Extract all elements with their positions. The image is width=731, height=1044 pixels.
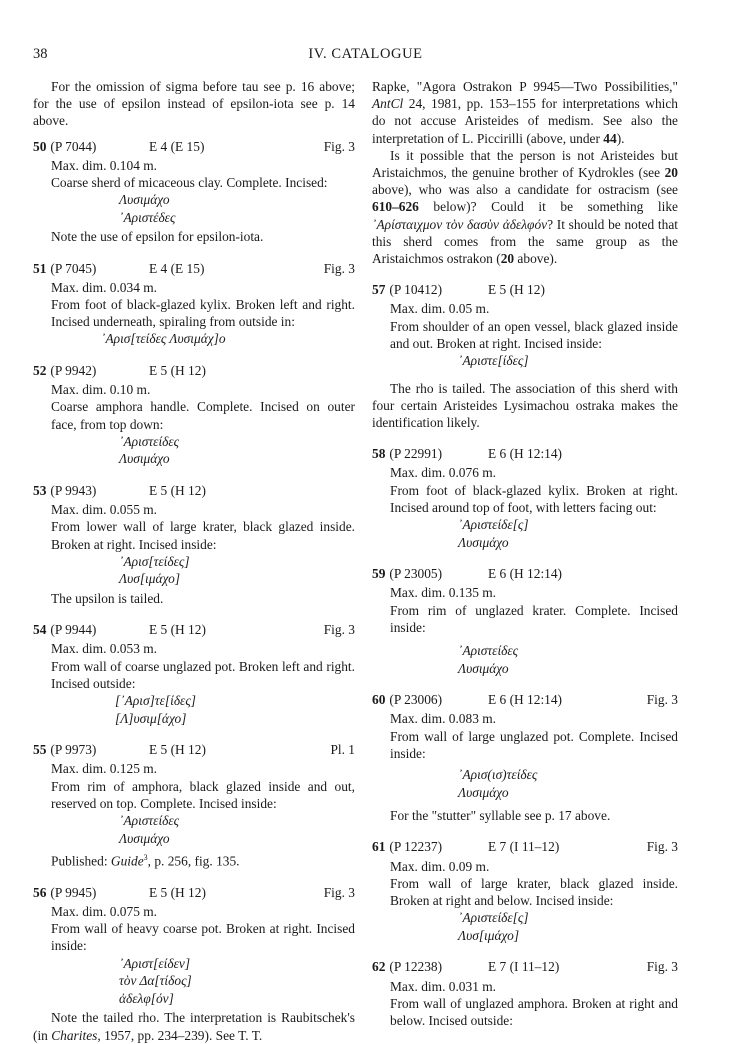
entry-heading [372, 565, 678, 582]
plate-reference: Pl. 1 [330, 742, 355, 758]
inventory-number: (P 12238) [389, 959, 443, 975]
description: From rim of amphora, black glazed inside and out, reserved on top. Complete. Incised inside: [51, 778, 355, 811]
deposit-location: E 6 (H 12:14) [488, 692, 563, 708]
entry-number: 54 [33, 622, 47, 638]
greek-inscription: Λυσιμάχο [119, 830, 170, 846]
entry-number: 52 [33, 362, 47, 378]
description: From shoulder of an open vessel, black glazed inside and out. Broken at right. Incised inside: [390, 318, 678, 351]
greek-inscription: ᾿Αριστέδες [119, 209, 176, 225]
description: From wall of coarse unglazed pot. Broken left and right. Incised outside: [51, 658, 355, 691]
entry-note: Note the use of epsilon for epsilon-iota. [51, 229, 264, 245]
figure-reference: Fig. 3 [323, 260, 355, 276]
entry-number: 62 [372, 959, 386, 975]
greek-inscription: Λυσιμάχο [119, 192, 170, 208]
entry-heading [33, 362, 355, 379]
description: From wall of unglazed amphora. Broken at right and below. Incised outside: [390, 995, 678, 1028]
inventory-number: (P 9942) [50, 362, 97, 378]
continued-paragraph: Rapke, "Agora Ostrakon P 9945—Two Possibilities," AntCl 24, 1981, pp. 153–155 for interpretations which do not accuse Aristeides of medism. See also the interpretation of L. Piccirilli (above, under 44). [372, 79, 678, 146]
greek-inscription: Λυσιμάχο [119, 451, 170, 467]
entry-number: 56 [33, 884, 47, 900]
dimension: Max. dim. 0.075 m. [51, 903, 158, 919]
greek-inscription: Λυσιμάχο [458, 784, 509, 800]
deposit-location: E 5 (H 12) [149, 884, 206, 900]
catalogue-entry-59 [372, 565, 678, 677]
figure-reference: Fig. 3 [646, 839, 678, 855]
description: From foot of black-glazed kylix. Broken left and right. Incised underneath, spiraling from outside in: [51, 296, 355, 330]
inventory-number: (P 7044) [50, 138, 97, 154]
dimension: Max. dim. 0.10 m. [51, 382, 151, 398]
entry-heading [372, 691, 678, 708]
greek-inscription: ᾿Αρισ(ισ)τείδες [458, 767, 538, 782]
entry-note: For the "stutter" syllable see p. 17 above. [390, 808, 611, 824]
entry-number: 57 [372, 282, 386, 298]
deposit-location: E 5 (H 12) [149, 362, 206, 378]
entry-heading [372, 445, 678, 462]
dimension: Max. dim. 0.09 m. [390, 858, 490, 874]
publication-reference: Published: Guide$^3$, p. 256, fig. 135. [51, 853, 240, 869]
dimension: Max. dim. 0.076 m. [390, 465, 497, 481]
entry-note: The upsilon is tailed. [51, 590, 164, 606]
discussion-paragraph: Is it possible that the person is not Aristeides but Aristaichmos, the genuine brother of Kydrokles (see 20 above), who was also a candidate for ostracism (see 610–626 below)? Could it be something like ᾿Αρίσταιχμον τὸν δασὺν ἀδελφόν? It should be noted that this sherd comes from the same group as the Aristaichmos ostrakon (20 above). [372, 147, 678, 267]
entry-heading [372, 838, 678, 855]
catalogue-entry-56 [33, 884, 355, 1044]
entry-number: 50 [33, 138, 47, 154]
description: Coarse amphora handle. Complete. Incised on outer face, from top down: [51, 399, 355, 432]
inventory-number: (P 12237) [389, 839, 443, 855]
entry-number: 51 [33, 260, 47, 276]
catalogue-entry-53 [33, 482, 355, 607]
inventory-number: (P 23005) [389, 566, 443, 582]
inventory-number: (P 23006) [389, 692, 443, 708]
entry-number: 60 [372, 692, 386, 708]
deposit-location: E 5 (H 12) [488, 282, 545, 298]
greek-inscription: ᾿Αριστ[είδεν] [119, 955, 191, 971]
greek-inscription: ᾿Αριστε[ίδες] [458, 353, 529, 369]
dimension: Max. dim. 0.125 m. [51, 761, 158, 777]
greek-inscription: Λυσ[ιμάχο] [458, 927, 520, 943]
entry-heading [33, 482, 355, 499]
catalogue-entry-55 [33, 741, 355, 870]
inventory-number: (P 22991) [389, 446, 443, 462]
entry-heading [33, 741, 355, 758]
inventory-number: (P 9973) [50, 742, 97, 758]
dimension: Max. dim. 0.053 m. [51, 641, 158, 657]
deposit-location: E 5 (H 12) [149, 622, 206, 638]
figure-reference: Fig. 3 [646, 959, 678, 975]
entry-heading [33, 884, 355, 901]
deposit-location: E 6 (H 12:14) [488, 566, 563, 582]
figure-reference: Fig. 3 [323, 138, 355, 154]
catalogue-entry-52 [33, 362, 355, 468]
greek-inscription: τὸν Δα[τίδος] [119, 973, 192, 989]
description: From wall of large krater, black glazed inside. Broken at right and below. Incised inside: [390, 875, 678, 908]
greek-inscription: ᾿Αρισ[τείδες Λυσιμάχ]ο [101, 331, 226, 347]
description: From wall of heavy coarse pot. Broken at right. Incised inside: [51, 921, 355, 954]
right-column [372, 78, 678, 1029]
deposit-location: E 6 (H 12:14) [488, 446, 563, 462]
greek-inscription: [᾿Αρισ]τε[ίδες] [115, 692, 196, 708]
entry-number: 53 [33, 482, 47, 498]
greek-inscription: ᾿Αριστείδες [119, 812, 180, 828]
deposit-location: E 4 (E 15) [149, 260, 205, 276]
figure-reference: Fig. 3 [646, 692, 678, 708]
greek-inscription: [Λ]υσιμ[άχο] [115, 710, 187, 726]
entry-heading [33, 260, 355, 277]
entry-heading [33, 621, 355, 638]
deposit-location: E 5 (H 12) [149, 482, 206, 498]
inventory-number: (P 10412) [389, 282, 443, 298]
catalogue-entry-61 [372, 838, 678, 944]
catalogue-entry-60 [372, 691, 678, 824]
entry-heading [33, 138, 355, 155]
entry-number: 61 [372, 839, 386, 855]
entry-number: 55 [33, 742, 47, 758]
description: Coarse sherd of micaceous clay. Complete. Incised: [51, 175, 328, 190]
deposit-location: E 4 (E 15) [149, 138, 205, 154]
entry-note: The rho is tailed. The association of this sherd with four certain Aristeides Lysimachou ostraka makes the identification likely. [372, 380, 678, 431]
deposit-location: E 7 (I 11–12) [488, 959, 560, 975]
catalogue-entry-51 [33, 260, 355, 348]
description: From foot of black-glazed kylix. Broken at right. Incised around top of foot, with letters facing out: [390, 482, 678, 515]
catalogue-entry-57 [372, 281, 678, 431]
dimension: Max. dim. 0.031 m. [390, 978, 497, 994]
dimension: Max. dim. 0.055 m. [51, 502, 158, 518]
description: From rim of unglazed krater. Complete. Incised inside: [390, 602, 678, 635]
entry-note: Note the tailed rho. The interpretation is Raubitschek's (in Charites, 1957, pp. 234–239). See T. T. [33, 1010, 355, 1043]
figure-reference: Fig. 3 [323, 622, 355, 638]
description: From wall of large unglazed pot. Complete. Incised inside: [390, 728, 678, 761]
inventory-number: (P 7045) [50, 260, 97, 276]
dimension: Max. dim. 0.135 m. [390, 585, 497, 601]
greek-inscription: ᾿Αριστείδες [458, 643, 519, 659]
dimension: Max. dim. 0.104 m. [51, 157, 158, 173]
inventory-number: (P 9945) [50, 884, 97, 900]
entry-number: 59 [372, 566, 386, 582]
greek-inscription: ᾿Αριστείδε[ς] [458, 910, 529, 926]
dimension: Max. dim. 0.083 m. [390, 711, 497, 727]
running-head: IV. CATALOGUE [308, 46, 423, 62]
entry-number: 58 [372, 446, 386, 462]
greek-inscription: Λυσιμάχο [458, 660, 509, 676]
catalogue-entry-62 [372, 958, 678, 1029]
greek-inscription: ᾿Αριστείδε[ς] [458, 517, 529, 533]
entry-heading [372, 281, 678, 298]
left-column [33, 78, 355, 1044]
greek-inscription: Λυσ[ιμάχο] [119, 571, 181, 587]
deposit-location: E 7 (I 11–12) [488, 839, 560, 855]
intro-paragraph: For the omission of sigma before tau see p. 16 above; for the use of epsilon instead of epsilon-iota see p. 14 above. [33, 79, 355, 129]
inventory-number: (P 9944) [50, 622, 97, 638]
dimension: Max. dim. 0.034 m. [51, 279, 158, 295]
dimension: Max. dim. 0.05 m. [390, 301, 490, 317]
page-header [0, 46, 731, 66]
figure-reference: Fig. 3 [323, 884, 355, 900]
greek-inscription: Λυσιμάχο [458, 534, 509, 550]
catalogue-entry-58 [372, 445, 678, 551]
deposit-location: E 5 (H 12) [149, 742, 206, 758]
inventory-number: (P 9943) [50, 482, 97, 498]
catalogue-entry-54 [33, 621, 355, 727]
catalogue-entry-50 [33, 138, 355, 246]
greek-inscription: ᾿Αρισ[τείδες] [119, 553, 190, 569]
entry-heading [372, 958, 678, 975]
page-number: 38 [33, 46, 48, 62]
greek-inscription: ἀδελφ[όν] [119, 990, 174, 1006]
description: From lower wall of large krater, black glazed inside. Broken at right. Incised inside: [51, 519, 355, 552]
greek-inscription: ᾿Αριστείδες [119, 433, 180, 449]
